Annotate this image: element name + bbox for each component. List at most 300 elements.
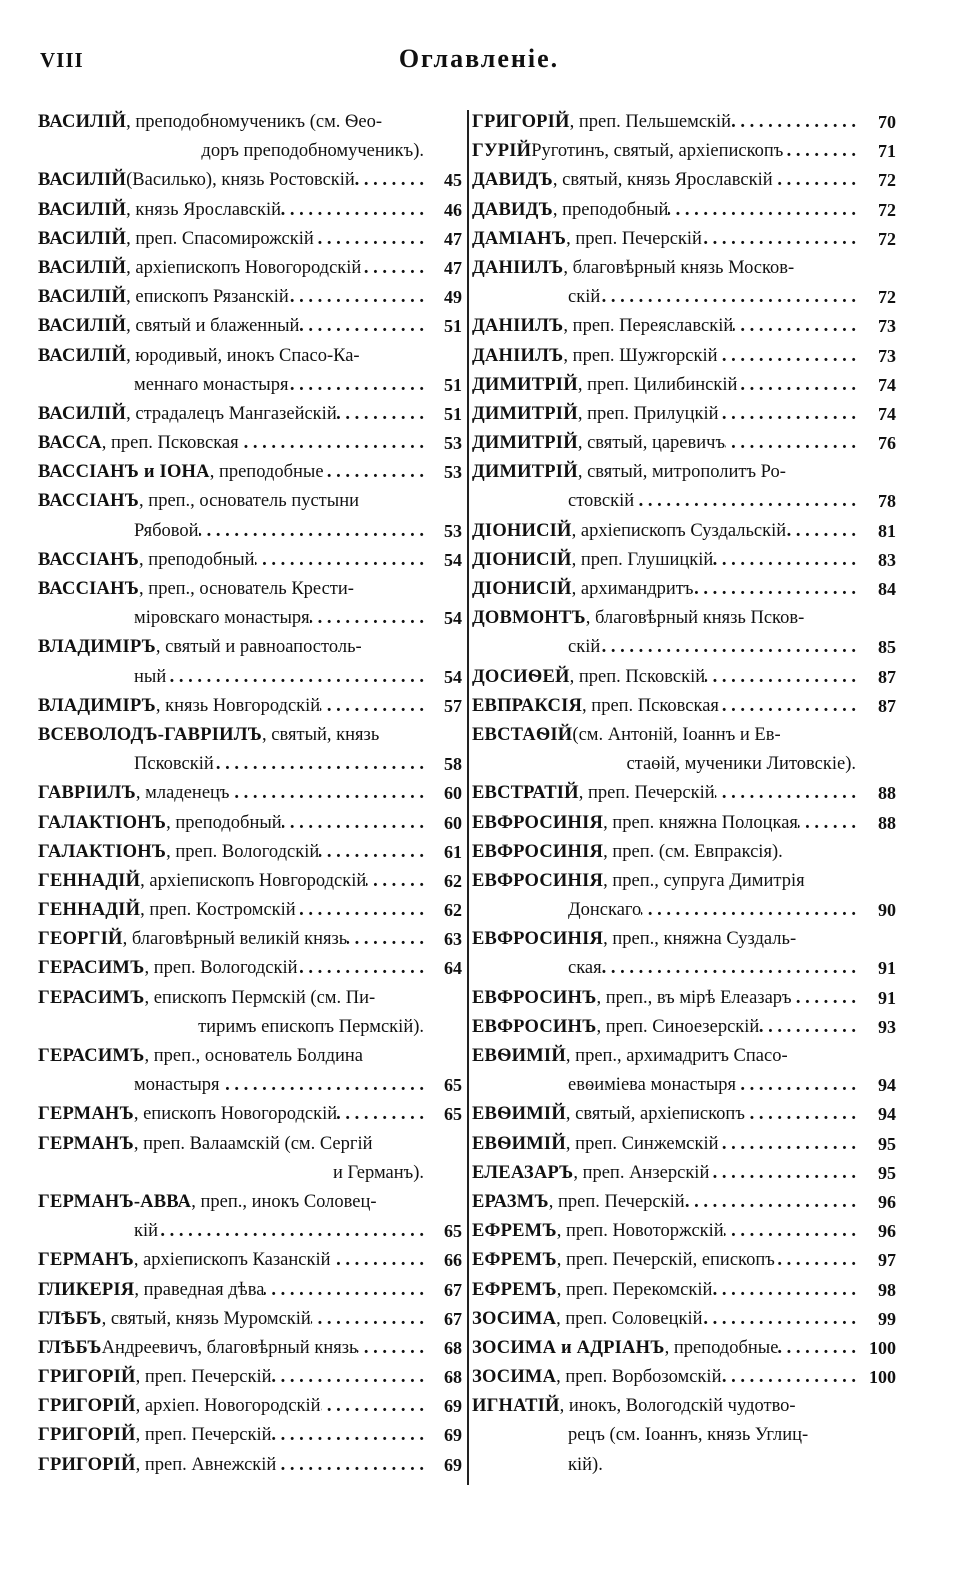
entry-description: , преп. Анзерскій xyxy=(573,1162,710,1183)
entry-description: , преп. Псковская xyxy=(582,695,719,716)
entry-description: , преподобный xyxy=(552,199,669,220)
entry-name: ЕВФРОСИНІЯ xyxy=(472,812,604,833)
toc-entry xyxy=(472,1188,896,1217)
page-number: 72 xyxy=(878,287,896,308)
dot-leader xyxy=(641,896,856,925)
toc-entry xyxy=(472,1363,896,1392)
page-number: 54 xyxy=(444,608,462,629)
toc-entry xyxy=(472,225,896,254)
dot-leader xyxy=(310,604,424,633)
page-folio: VIII xyxy=(40,48,84,72)
entry-name: ГЕРМАНЪ-АВВА xyxy=(38,1191,192,1212)
dot-leader xyxy=(668,196,856,225)
entry-description: , преп., основатель Крести- xyxy=(139,579,354,599)
dot-leader xyxy=(724,1217,856,1246)
entry-name: ДІОНИСІЙ xyxy=(472,520,572,541)
dot-leader xyxy=(276,1451,424,1480)
entry-name: ГЕРАСИМЪ xyxy=(38,987,145,1008)
page-number: 60 xyxy=(444,812,462,833)
entry-description: , преп. Ворбозомскій xyxy=(556,1367,722,1388)
entry-description: , преп. Печерскій xyxy=(548,1191,685,1212)
toc-entry xyxy=(38,838,464,867)
entry-description: , святый, князь Ярославскій xyxy=(552,170,773,191)
entry-name: ЕВѲИМІЙ xyxy=(472,1046,566,1066)
dot-leader xyxy=(230,779,425,808)
toc-entry xyxy=(472,1013,896,1042)
entry-description: , архіеп. Новогородскій xyxy=(135,1396,321,1417)
toc-entry-continuation xyxy=(38,137,464,166)
toc-entry xyxy=(38,1246,464,1275)
entry-name: ГЕННАДІЙ xyxy=(38,900,141,921)
entry-name: ЗОСИМА и АДРІАНЪ xyxy=(472,1337,665,1358)
entry-description: , преп., основатель пустыни xyxy=(139,491,359,512)
entry-name: ДИМИТРІЙ xyxy=(472,433,578,454)
page-number: 95 xyxy=(878,1133,896,1154)
entry-description: , преподобномученикъ (см. Ѳео- xyxy=(126,112,383,132)
entry-description: , преп. Печерскій, епископъ xyxy=(556,1250,775,1271)
entry-name: ВЛАДИМІРЪ xyxy=(38,637,156,658)
toc-entry-continuation xyxy=(472,1421,896,1450)
toc-entry xyxy=(38,546,464,575)
entry-description: , святый и равноапостоль- xyxy=(155,637,362,658)
entry-description: , преп., княжна Суздаль- xyxy=(603,929,797,950)
dot-leader xyxy=(272,1421,424,1450)
toc-entry xyxy=(472,458,896,487)
toc-entry xyxy=(472,692,896,721)
toc-entry xyxy=(38,1421,464,1450)
entry-description: , благовѣрный князь Псков- xyxy=(585,608,805,629)
entry-description: , преп. (см. Евпраксія). xyxy=(603,841,783,862)
toc-entry xyxy=(472,1042,896,1071)
entry-description: , преп. Костромскій xyxy=(140,900,296,921)
dot-leader xyxy=(721,1363,856,1392)
page-number: 69 xyxy=(444,1396,462,1417)
entry-description: , преп. Печерскій xyxy=(135,1425,272,1446)
dot-leader xyxy=(361,254,424,283)
entry-description: , епископъ Новогородскій xyxy=(133,1104,338,1125)
toc-entry xyxy=(38,1363,464,1392)
entry-name: ДАВИДЪ xyxy=(472,170,553,191)
page-number: 61 xyxy=(444,841,462,862)
toc-entry-continuation xyxy=(472,487,896,516)
dot-leader xyxy=(745,1100,856,1129)
dot-leader xyxy=(725,429,856,458)
toc-entry xyxy=(38,254,464,283)
entry-name: ДІОНИСІЙ xyxy=(472,549,572,570)
page-number: 51 xyxy=(444,374,462,395)
page-number: 87 xyxy=(878,666,896,687)
dot-leader xyxy=(264,1276,424,1305)
dot-leader xyxy=(214,750,424,779)
entry-continuation: и Германъ). xyxy=(332,1162,424,1183)
toc-entry xyxy=(472,925,896,954)
entry-name: ЕФРЕМЪ xyxy=(472,1221,557,1242)
toc-entry xyxy=(38,925,464,954)
page-number: 51 xyxy=(444,316,462,337)
entry-description: , преп. княжна Полоцкая xyxy=(603,812,798,833)
entry-description: , князь Ярославскій xyxy=(126,199,281,220)
dot-leader xyxy=(778,1334,856,1363)
entry-continuation: евѳиміева монастыря xyxy=(568,1075,737,1096)
dot-leader xyxy=(166,663,424,692)
entry-name: ВАСИЛІЙ xyxy=(38,112,127,132)
entry-name: ВСЕВОЛОДЪ-ГАВРІИЛЪ xyxy=(38,724,263,745)
toc-entry xyxy=(38,108,464,137)
page-number: 45 xyxy=(444,170,462,191)
toc-entry xyxy=(38,1305,464,1334)
page-number: 100 xyxy=(869,1367,896,1388)
toc-entry xyxy=(38,1451,464,1480)
entry-description: , преп. Соловецкій xyxy=(556,1308,703,1329)
entry-name: ИГНАТІЙ xyxy=(472,1396,560,1417)
entry-description: , благовѣрный князь Москов- xyxy=(563,257,795,278)
entry-description: , архіепископъ Новогородскій xyxy=(126,257,362,278)
entry-name: ДИМИТРІЙ xyxy=(472,462,578,483)
page-number: 87 xyxy=(878,695,896,716)
toc-entry xyxy=(38,225,464,254)
entry-name: ЕВСТРАТІЙ xyxy=(472,783,579,804)
page-number: 90 xyxy=(878,900,896,921)
dot-leader xyxy=(705,663,856,692)
toc-entry xyxy=(38,1276,464,1305)
toc-entry xyxy=(472,838,896,867)
entry-name: ВАСИЛІЙ xyxy=(38,170,127,191)
page-number: 67 xyxy=(444,1308,462,1329)
entry-name: ВАССІАНЪ xyxy=(38,491,140,512)
toc-entry xyxy=(472,575,896,604)
dot-leader xyxy=(712,1276,856,1305)
entry-continuation: Донскаго xyxy=(568,900,642,921)
dot-leader xyxy=(282,809,424,838)
toc-entry xyxy=(472,1246,896,1275)
entry-description: , страдалецъ Мангазейскій xyxy=(126,403,337,424)
dot-leader xyxy=(792,984,856,1013)
toc-entry xyxy=(38,984,464,1013)
entry-name: ЕВѲИМІЙ xyxy=(472,1133,566,1154)
entry-continuation: рецъ (см. Іоаннъ, князь Углиц- xyxy=(568,1425,809,1446)
entry-name: ВАСИЛІЙ xyxy=(38,316,127,337)
entry-continuation: монастыря xyxy=(134,1075,220,1096)
dot-leader xyxy=(715,779,856,808)
entry-name: ВАСИЛІЙ xyxy=(38,345,127,366)
toc-entry-continuation xyxy=(38,604,464,633)
dot-leader xyxy=(773,166,856,195)
page-number: 68 xyxy=(444,1337,462,1358)
entry-name: ЕВѲИМІЙ xyxy=(472,1104,566,1125)
entry-description: , святый, архіепископъ xyxy=(565,1104,745,1125)
entry-name: ЕФРЕМЪ xyxy=(472,1279,557,1300)
dot-leader xyxy=(357,1334,424,1363)
page-number: 72 xyxy=(878,170,896,191)
entry-name: ГЛѢБЪ xyxy=(38,1308,102,1329)
entry-description: , святый, царевичъ xyxy=(577,433,726,454)
dot-leader xyxy=(289,283,424,312)
dot-leader xyxy=(600,633,856,662)
entry-continuation: ская xyxy=(568,958,602,979)
page-number: 76 xyxy=(878,433,896,454)
dot-leader xyxy=(272,1363,424,1392)
toc-entry xyxy=(472,196,896,225)
dot-leader xyxy=(255,546,424,575)
entry-name: ГЕОРГІЙ xyxy=(38,929,123,950)
entry-description: , преп. Печерскій xyxy=(566,228,702,249)
dot-leader xyxy=(733,312,856,341)
toc-entry-continuation xyxy=(472,750,896,779)
dot-leader xyxy=(331,1246,424,1275)
toc-entry xyxy=(38,1042,464,1071)
entry-description: , преп., основатель Болдина xyxy=(144,1046,364,1066)
dot-leader xyxy=(239,429,424,458)
toc-entry xyxy=(472,1100,896,1129)
toc-entry-continuation xyxy=(38,1071,464,1100)
page-number: 67 xyxy=(444,1279,462,1300)
page-number: 69 xyxy=(444,1454,462,1475)
toc-entry xyxy=(38,867,464,896)
entry-continuation: стовскій xyxy=(568,491,635,512)
entry-name: ДАВИДЪ xyxy=(472,199,553,220)
dot-leader xyxy=(296,896,424,925)
dot-leader xyxy=(319,838,424,867)
entry-continuation: скій xyxy=(568,287,601,308)
dot-leader xyxy=(158,1217,424,1246)
toc-entry xyxy=(472,1159,896,1188)
page-number: 47 xyxy=(444,228,462,249)
dot-leader xyxy=(320,692,424,721)
toc-entry xyxy=(38,166,464,195)
dot-leader xyxy=(703,1305,856,1334)
entry-description: , епископъ Рязанскій xyxy=(126,287,289,308)
toc-entry xyxy=(472,166,896,195)
toc-entry xyxy=(38,1188,464,1217)
toc-entry xyxy=(472,400,896,429)
page-number: 97 xyxy=(878,1250,896,1271)
entry-name: ДІОНИСІЙ xyxy=(472,579,572,599)
dot-leader xyxy=(337,1100,424,1129)
entry-description: , преп. Переяславскій xyxy=(563,316,734,337)
toc-entry xyxy=(38,809,464,838)
entry-description: , преп. Шужгорскій xyxy=(563,345,718,366)
entry-description: , преп. Печерскій xyxy=(578,783,715,804)
entry-name: ЕВФРОСИНІЯ xyxy=(472,929,604,950)
entry-description: , преп. Глушицкій xyxy=(571,549,714,570)
dot-leader xyxy=(759,1013,856,1042)
dot-leader xyxy=(737,371,856,400)
dot-leader xyxy=(685,1188,856,1217)
entry-name: ЕФРЕМЪ xyxy=(472,1250,557,1271)
toc-entry xyxy=(38,400,464,429)
toc-entry xyxy=(472,254,896,283)
toc-entry-continuation xyxy=(472,283,896,312)
dot-leader xyxy=(719,1130,856,1159)
page-number: 94 xyxy=(878,1075,896,1096)
entry-name: ВЛАДИМІРЪ xyxy=(38,695,156,716)
entry-description: , преподобные xyxy=(209,462,324,483)
entry-description: , преп. Пельшемскій xyxy=(569,112,732,132)
dot-leader xyxy=(314,225,424,254)
page-number: 70 xyxy=(878,112,896,132)
entry-description: (см. Антоній, Іоаннъ и Ев- xyxy=(572,724,781,745)
entry-description: , преп. Прилуцкій xyxy=(577,403,719,424)
toc-entry-continuation xyxy=(38,750,464,779)
entry-name: ВАССА xyxy=(38,433,102,454)
dot-leader xyxy=(702,225,856,254)
page-number: 72 xyxy=(878,228,896,249)
toc-entry xyxy=(472,371,896,400)
entry-name: ГЕРМАНЪ xyxy=(38,1250,134,1271)
entry-name: ГУРІЙ xyxy=(472,141,532,162)
page-number: 71 xyxy=(878,141,896,162)
page-number: 51 xyxy=(444,403,462,424)
page-number: 81 xyxy=(878,520,896,541)
toc-entry xyxy=(38,283,464,312)
entry-description: , преп. Авнежскій xyxy=(135,1454,277,1475)
toc-entry xyxy=(472,108,896,137)
dot-leader xyxy=(634,487,856,516)
toc-entry xyxy=(38,721,464,750)
page-number: 69 xyxy=(444,1425,462,1446)
page-number: 98 xyxy=(878,1279,896,1300)
entry-name: ЕВФРОСИНІЯ xyxy=(472,841,604,862)
entry-description: , преп., архимадритъ Спасо- xyxy=(565,1046,788,1066)
entry-description: , преп. Псковская xyxy=(101,433,239,454)
dot-leader xyxy=(355,166,424,195)
dot-leader xyxy=(718,342,856,371)
page-number: 57 xyxy=(444,695,462,716)
toc-entry xyxy=(472,1276,896,1305)
entry-description: , преп. Цилибинскій xyxy=(577,374,738,395)
entry-name: ЕРАЗМЪ xyxy=(472,1191,549,1212)
dot-leader xyxy=(321,1392,424,1421)
entry-name: ГЕРАСИМЪ xyxy=(38,958,145,979)
page-number: 91 xyxy=(878,987,896,1008)
entry-continuation: кій). xyxy=(568,1454,603,1475)
page-number: 84 xyxy=(878,579,896,599)
toc-entry-continuation xyxy=(38,1217,464,1246)
entry-continuation: кій xyxy=(134,1221,159,1242)
entry-description: , князь Новгородскій xyxy=(155,695,321,716)
dot-leader xyxy=(731,108,856,137)
entry-description: , преп. Вологодскій xyxy=(166,841,320,862)
entry-description: , праведная дѣва xyxy=(134,1279,265,1300)
entry-description: , преп. Псковскій xyxy=(569,666,706,687)
toc-entry xyxy=(472,1392,896,1421)
entry-continuation: доръ преподобномученикъ). xyxy=(201,141,424,162)
page-number: 99 xyxy=(878,1308,896,1329)
toc-entry-continuation xyxy=(38,1013,464,1042)
dot-leader xyxy=(736,1071,856,1100)
toc-entry-continuation xyxy=(472,1451,896,1480)
entry-name: ВАСИЛІЙ xyxy=(38,228,127,249)
toc-entry-continuation xyxy=(472,896,896,925)
entry-name: ГЛѢБЪ xyxy=(38,1337,102,1358)
page-number: 54 xyxy=(444,549,462,570)
page-number: 62 xyxy=(444,870,462,891)
column-divider xyxy=(467,110,469,1485)
dot-leader xyxy=(337,400,424,429)
toc-entry xyxy=(38,312,464,341)
entry-name: ЕВПРАКСІЯ xyxy=(472,695,583,716)
entry-name: ГАЛАКТІОНЪ xyxy=(38,812,167,833)
page-title: Оглавленіе. xyxy=(398,44,560,73)
entry-description: , преподобный xyxy=(166,812,282,833)
toc-entry-continuation xyxy=(38,517,464,546)
entry-name: ГЕРАСИМЪ xyxy=(38,1046,145,1066)
toc-entry xyxy=(472,1217,896,1246)
page-number: 46 xyxy=(444,199,462,220)
toc-entry xyxy=(472,546,896,575)
dot-leader xyxy=(719,692,856,721)
entry-description: (Василько), князь Ростовскій xyxy=(126,170,355,191)
page-number: 95 xyxy=(878,1162,896,1183)
entry-name: ДОСИѲЕЙ xyxy=(472,666,570,687)
entry-name: ГЕРМАНЪ xyxy=(38,1104,134,1125)
dot-leader xyxy=(775,1246,856,1275)
entry-name: ДОВМОНТЪ xyxy=(472,608,586,629)
entry-name: ГРИГОРІЙ xyxy=(38,1454,136,1475)
page-number: 88 xyxy=(878,783,896,804)
entry-name: ГЛИКЕРІЯ xyxy=(38,1279,135,1300)
dot-leader xyxy=(693,575,856,604)
dot-leader xyxy=(602,954,856,983)
entry-continuation: Псковскій xyxy=(134,754,214,775)
toc-entry xyxy=(472,312,896,341)
page-number: 58 xyxy=(444,754,462,775)
page-number: 62 xyxy=(444,900,462,921)
toc-entry-continuation xyxy=(472,954,896,983)
page-number: 49 xyxy=(444,287,462,308)
toc-entry xyxy=(38,575,464,604)
entry-description: , преп., инокъ Соловец- xyxy=(191,1191,377,1212)
entry-name: ДИМИТРІЙ xyxy=(472,403,578,424)
entry-description: , преп., въ мірѣ Елеазаръ xyxy=(596,987,792,1008)
toc-entry xyxy=(472,809,896,838)
toc-entry xyxy=(38,487,464,516)
page-number: 65 xyxy=(444,1221,462,1242)
entry-name: ЗОСИМА xyxy=(472,1308,557,1329)
entry-description: , преподобный xyxy=(139,549,255,570)
toc-entry xyxy=(472,1305,896,1334)
toc-entry xyxy=(472,342,896,371)
page-number: 73 xyxy=(878,345,896,366)
entry-description: , инокъ, Вологодскій чудотво- xyxy=(559,1396,796,1417)
toc-entry xyxy=(472,1130,896,1159)
entry-description: , архимандритъ xyxy=(571,579,694,599)
toc-entry xyxy=(472,779,896,808)
toc-entry-continuation xyxy=(38,663,464,692)
entry-description: , святый и блаженный xyxy=(126,316,300,337)
entry-description: , преп. Новоторжскій xyxy=(556,1221,724,1242)
dot-leader xyxy=(298,954,424,983)
toc-entry-continuation xyxy=(38,1159,464,1188)
dot-leader xyxy=(783,137,856,166)
page-number: 60 xyxy=(444,783,462,804)
entry-name: ЕВФРОСИНЪ xyxy=(472,987,597,1008)
toc-entry xyxy=(38,896,464,925)
toc-column-left xyxy=(38,108,464,1480)
page-number: 94 xyxy=(878,1104,896,1125)
entry-name: ВАССІАНЪ xyxy=(38,579,140,599)
page-number: 64 xyxy=(444,958,462,979)
entry-description: , преп. Вологодскій xyxy=(144,958,298,979)
page-number: 54 xyxy=(444,666,462,687)
entry-description: , преп. Перекомскій xyxy=(556,1279,713,1300)
toc-entry xyxy=(38,342,464,371)
toc-entry xyxy=(38,1100,464,1129)
entry-continuation: стаѳій, мученики Литовскіе). xyxy=(626,754,856,775)
page-number: 72 xyxy=(878,199,896,220)
dot-leader xyxy=(220,1071,424,1100)
entry-description: , преп. Спасомирожскій xyxy=(126,228,314,249)
